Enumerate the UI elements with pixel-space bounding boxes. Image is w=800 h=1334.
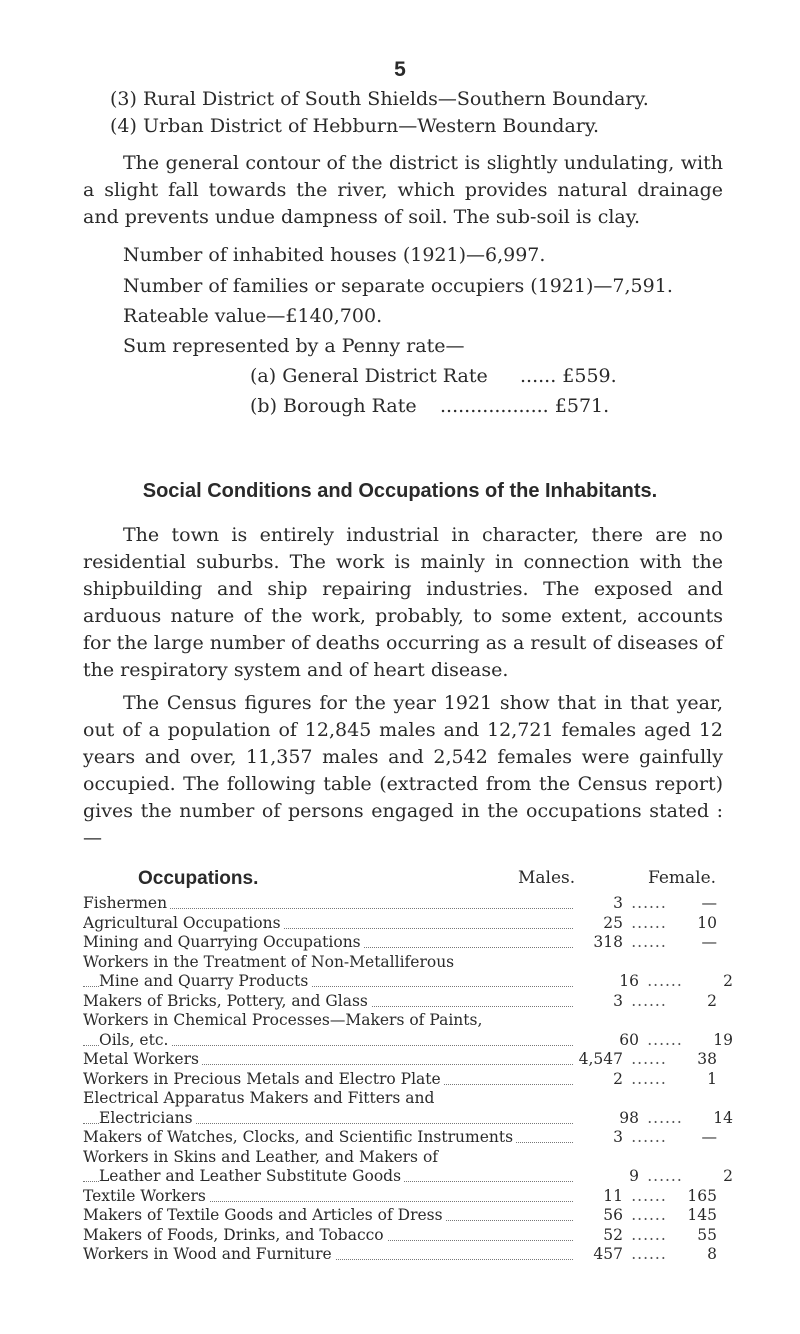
header-females: Female.: [648, 868, 717, 888]
rate-dots: ..................: [440, 395, 549, 417]
occupation-name: Workers in Skins and Leather, and Makers of: [83, 1148, 441, 1166]
males-cell: 9: [589, 1167, 643, 1187]
table-row: [83, 953, 723, 973]
table-row: [83, 1226, 723, 1246]
females-cell: 145: [687, 1206, 717, 1224]
occupation-name: Metal Workers: [83, 1050, 202, 1068]
occupation-name: Workers in Chemical Processes—Makers of Paints,: [83, 1011, 485, 1029]
rate-label: (a) General District Rate: [250, 365, 488, 387]
occupation-cell: [83, 1109, 589, 1129]
column-dots: ......: [631, 1128, 667, 1146]
males-cell: 457: [573, 1245, 627, 1265]
occupation-cell: [83, 953, 573, 973]
females-cell: 8: [707, 1245, 717, 1263]
occupation-cell: [83, 1050, 573, 1070]
males-cell: [573, 1011, 627, 1031]
occupation-name: Workers in Precious Metals and Electro Plate: [83, 1070, 444, 1088]
rate-borough: [250, 395, 609, 417]
table-row: [83, 1070, 723, 1090]
column-dots: [627, 1011, 671, 1031]
males-cell: 3: [573, 1128, 627, 1148]
column-dots: [627, 1089, 671, 1109]
table-row: [83, 1089, 723, 1109]
contour-paragraph: [83, 150, 723, 231]
column-dots: ......: [647, 972, 683, 990]
males-cell: 52: [573, 1226, 627, 1246]
occupation-name: Electrical Apparatus Makers and Fitters and: [83, 1089, 437, 1107]
males-cell: 16: [589, 972, 643, 992]
column-dots: ......: [647, 1167, 683, 1185]
occupation-name: Workers in Wood and Furniture: [83, 1245, 335, 1263]
occupation-name: Makers of Watches, Clocks, and Scientific Instruments: [83, 1128, 516, 1146]
females-cell: 2: [707, 991, 717, 1010]
females-cell: 55: [697, 1225, 717, 1244]
penny-rate-intro: Sum represented by a Penny rate—: [123, 335, 465, 357]
females-cell: [671, 1011, 717, 1031]
males-cell: 2: [573, 1070, 627, 1090]
females-cell: [671, 1089, 717, 1109]
census-text: The Census figures for the year 1921 show that in that year, out of a population of 12,845 males and 12,721 females aged 12 years and over, 11,357 males and 2,542 females were gainfully occupied. The following table (extracted from the Census report) gives the number of persons engaged in the occupations stated :—: [83, 692, 723, 849]
females-cell: 10: [697, 913, 717, 932]
females-cell: 38: [697, 1050, 717, 1068]
column-dots: [627, 1148, 671, 1168]
females-cell: [671, 953, 717, 973]
industrial-paragraph: [83, 522, 723, 684]
column-dots: [627, 953, 671, 973]
census-paragraph: [83, 690, 723, 852]
occupation-name: Textile Workers: [83, 1187, 209, 1205]
column-dots: ......: [631, 913, 667, 932]
inhabited-houses: Number of inhabited houses (1921)—6,997.: [123, 244, 546, 266]
families-count: Number of families or separate occupiers (1921)—7,591.: [123, 275, 673, 297]
table-row: [83, 1148, 723, 1168]
occupation-cell: [83, 1187, 573, 1207]
occupation-name: Workers in the Treatment of Non-Metalliferous: [83, 953, 457, 971]
males-cell: 3: [573, 992, 627, 1012]
occupation-cell: [83, 894, 573, 914]
rate-dots: ......: [520, 365, 557, 387]
males-cell: 4,547: [573, 1050, 627, 1070]
occupation-cell: [83, 1167, 589, 1187]
column-dots: ......: [647, 1030, 683, 1049]
boundary-line-3: (3) Rural District of South Shields—Southern Boundary.: [110, 88, 649, 110]
table-row: [83, 914, 723, 934]
occupation-name: Makers of Bricks, Pottery, and Glass: [83, 992, 371, 1010]
females-cell: 2: [723, 972, 733, 990]
males-cell: 318: [573, 933, 627, 953]
occupation-cell: [83, 933, 573, 953]
column-dots: ......: [631, 1050, 667, 1068]
females-cell: —: [701, 933, 717, 951]
column-dots: ......: [631, 933, 667, 951]
table-row: [83, 1187, 723, 1207]
table-row: [83, 1050, 723, 1070]
females-cell: 1: [707, 1069, 717, 1088]
industrial-text: The town is entirely industrial in character, there are no residential suburbs. The work is mainly in connection with the shipbuilding and ship repairing industries. The exposed and arduous nature of the work, probably, to some extent, accounts for the large number of deaths occurring as a result of diseases of the respiratory system and of heart disease.: [83, 524, 723, 681]
females-cell: 14: [713, 1108, 733, 1127]
header-males: Males.: [518, 868, 576, 888]
females-cell: —: [701, 894, 717, 912]
table-row: [83, 1206, 723, 1226]
females-cell: —: [701, 1128, 717, 1146]
column-dots: ......: [631, 1245, 667, 1263]
occupation-name: Makers of Foods, Drinks, and Tobacco: [83, 1226, 387, 1244]
rate-general-district: [250, 365, 617, 387]
occupation-cell: [83, 1011, 573, 1031]
occupation-cell: [83, 972, 589, 992]
table-row: [83, 1011, 723, 1031]
males-cell: 3: [573, 894, 627, 914]
females-cell: 2: [723, 1167, 733, 1185]
occupation-cell: [83, 1089, 573, 1109]
occupation-name: Fishermen: [83, 894, 170, 912]
females-cell: [671, 1148, 717, 1168]
males-cell: 25: [573, 914, 627, 934]
table-row: [83, 933, 723, 953]
header-occupation: Occupations.: [138, 868, 259, 889]
column-dots: ......: [631, 1206, 667, 1224]
table-row: [83, 1167, 733, 1187]
occupation-cell: [83, 1206, 573, 1226]
table-row: [83, 894, 723, 914]
section-heading: Social Conditions and Occupations of the Inhabitants.: [142, 480, 658, 502]
males-cell: [573, 953, 627, 973]
column-dots: ......: [631, 894, 667, 912]
occupation-cell: [83, 1226, 573, 1246]
males-cell: [573, 1148, 627, 1168]
rate-label: (b) Borough Rate: [250, 395, 417, 417]
males-cell: [573, 1089, 627, 1109]
males-cell: 98: [589, 1109, 643, 1129]
occupation-name: Electricians: [99, 1109, 196, 1127]
column-dots: ......: [631, 991, 667, 1010]
occupation-cell: [83, 992, 573, 1012]
occupations-table-header: [138, 868, 738, 892]
occupations-table: [83, 894, 733, 1265]
occupation-cell: [83, 1148, 573, 1168]
table-row: [83, 1108, 733, 1129]
table-row: [83, 1030, 733, 1051]
page-number: 5: [394, 58, 406, 81]
occupation-name: Mine and Quarry Products: [99, 972, 311, 990]
column-dots: ......: [647, 1108, 683, 1127]
males-cell: 11: [573, 1187, 627, 1207]
occupation-cell: [83, 1031, 589, 1051]
males-cell: 60: [589, 1031, 643, 1051]
column-dots: ......: [631, 1225, 667, 1244]
column-dots: ......: [631, 1069, 667, 1088]
occupation-cell: [83, 1245, 573, 1265]
occupation-name: Makers of Textile Goods and Articles of Dress: [83, 1206, 446, 1224]
column-dots: ......: [631, 1186, 667, 1205]
table-row: [83, 992, 723, 1012]
females-cell: 165: [687, 1186, 717, 1205]
occupation-cell: [83, 914, 573, 934]
males-cell: 56: [573, 1206, 627, 1226]
occupation-name: Oils, etc.: [99, 1031, 171, 1049]
occupation-name: Leather and Leather Substitute Goods: [99, 1167, 404, 1185]
females-cell: 19: [713, 1030, 733, 1049]
occupation-name: Mining and Quarrying Occupations: [83, 933, 364, 951]
table-row: [83, 972, 733, 992]
table-row: [83, 1128, 723, 1148]
rate-value: £571.: [554, 395, 610, 417]
rate-value: £559.: [562, 365, 617, 387]
occupation-cell: [83, 1128, 573, 1148]
rateable-value: Rateable value—£140,700.: [123, 305, 383, 327]
table-row: [83, 1245, 723, 1265]
contour-text: The general contour of the district is slightly undulating, with a slight fall towards the river, which provides natural drainage and prevents undue dampness of soil. The sub-soil is clay.: [83, 152, 723, 228]
boundary-line-4: (4) Urban District of Hebburn—Western Boundary.: [110, 115, 600, 137]
occupation-cell: [83, 1070, 573, 1090]
occupation-name: Agricultural Occupations: [83, 914, 284, 932]
